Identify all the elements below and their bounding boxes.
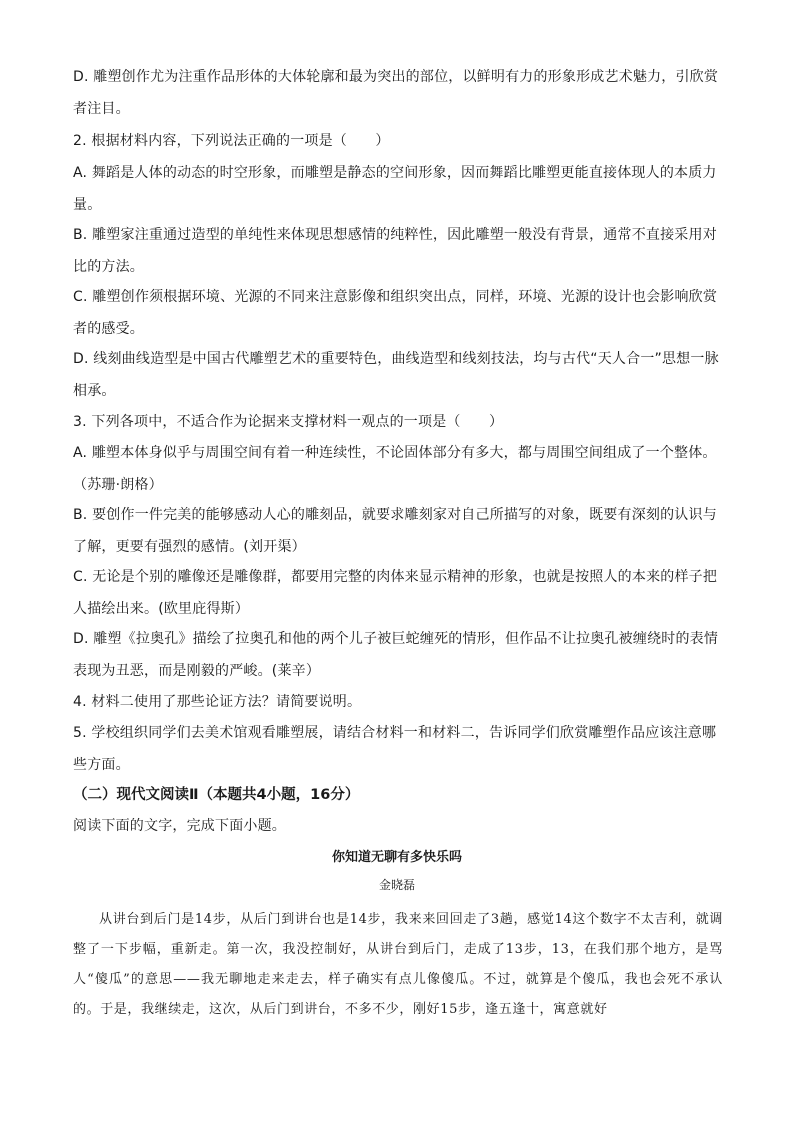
q5-stem: 5. 学校组织同学们去美术馆观看雕塑展，请结合材料一和材料二，告诉同学们欣赏雕塑作品应该注意哪些方面。: [73, 725, 717, 773]
q2-option-b: B. 雕塑家注重通过造型的单纯性来体现思想感情的纯粹性，因此雕塑一般没有背景，通常不直接采用对比的方法。: [73, 227, 717, 275]
q1-option-d: D. 雕塑创作尤为注重作品形体的大体轮廓和最为突出的部位，以鲜明有力的形象形成艺术魅力，引欣赏者注目。: [73, 69, 719, 117]
section-instruction: 阅读下面的文字，完成下面小题。: [73, 818, 286, 834]
q4-stem: 4. 材料二使用了那些论证方法？请简要说明。: [73, 694, 362, 710]
q3-option-a: A. 雕塑本体身似乎与周围空间有着一种连续性，不论固体部分有多大，都与周围空间组成了一个整体。（苏珊·朗格）: [73, 445, 717, 493]
story-author: 金晓磊: [378, 878, 415, 892]
story-paragraph: 从讲台到后门是14步，从后门到讲台也是14步，我来来回回走了3趟，感觉14这个数字不太吉利，就调整了一下步幅，重新走。第一次，我没控制好，从讲台到后门，走成了13步，13，在我们那个地方，是骂人“傻瓜”的意思——我无聊地走来走去，样子确实有点儿像傻瓜。不过，就算是个傻瓜，我也会死不承认的。于是，我继续走，这次，从后门到讲台，不多不少，刚好15步，逢五逢十，寓意就好: [73, 912, 723, 1017]
q2-option-a: A. 舞蹈是人体的动态的时空形象，而雕塑是静态的空间形象，因而舞蹈比雕塑更能直接体现人的本质力量。: [73, 165, 717, 213]
q2-option-c: C. 雕塑创作须根据环境、光源的不同来注意影像和组织突出点，同样，环境、光源的设计也会影响欣赏者的感受。: [73, 289, 718, 337]
q2-stem: 2. 根据材料内容，下列说法正确的一项是（ ）: [73, 133, 390, 149]
q3-option-b: B. 要创作一件完美的能够感动人心的雕刻品，就要求雕刻家对自己所描写的对象，既要有深刻的认识与了解，更要有强烈的感情。(刘开渠）: [73, 507, 717, 555]
story-title: 你知道无聊有多快乐吗: [331, 850, 462, 865]
q3-stem: 3. 下列各项中，不适合作为论据来支撑材料一观点的一项是（ ）: [73, 414, 504, 430]
q3-option-d: D. 雕塑《拉奥孔》描绘了拉奥孔和他的两个儿子被巨蛇缠死的情形，但作品不让拉奥孔被缠绕时的表情表现为丑恶，而是刚毅的严峻。(莱辛）: [73, 631, 719, 679]
q2-option-d: D. 线刻曲线造型是中国古代雕塑艺术的重要特色，曲线造型和线刻技法，均与古代“天人合一”思想一脉相承。: [73, 351, 719, 399]
q3-option-c: C. 无论是个别的雕像还是雕像群，都要用完整的肉体来显示精神的形象，也就是按照人的本来的样子把人描绘出来。(欧里庇得斯）: [73, 569, 718, 617]
section-heading: （二）现代文阅读Ⅱ（本题共4小题，16分）: [73, 787, 360, 803]
